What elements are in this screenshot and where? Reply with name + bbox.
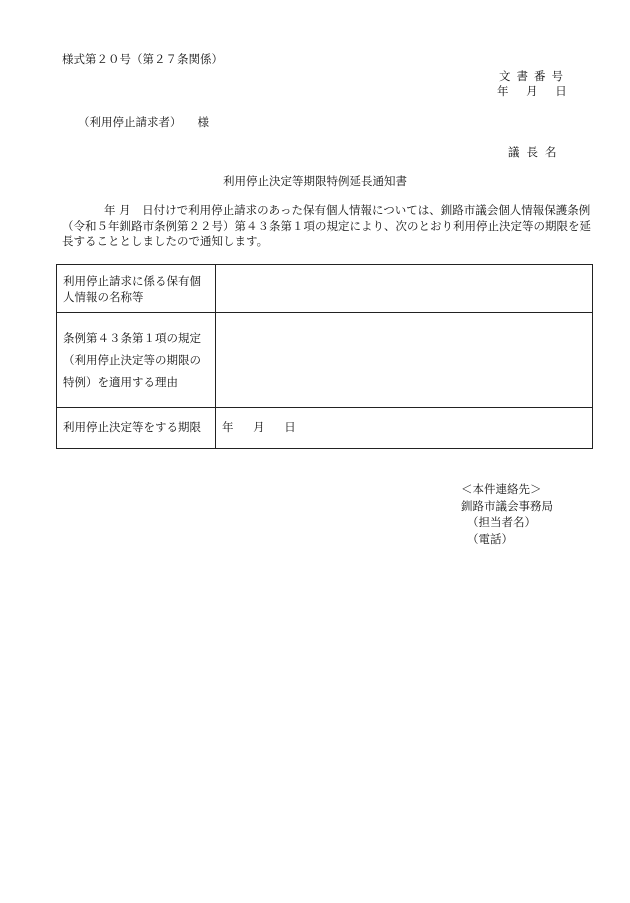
table-value-deadline: 年 月 日 (216, 408, 593, 449)
contact-heading: ＜本件連絡先＞ (461, 482, 542, 496)
contact-phone: （電話） (467, 531, 513, 546)
table-label-info-name: 利用停止請求に係る保有個人情報の名称等 (57, 265, 216, 313)
notice-table (56, 264, 593, 449)
date-line: 年 月 日 (497, 84, 567, 98)
contact-person: （担当者名） (467, 515, 536, 529)
table-row (57, 265, 593, 313)
table-value-reason (216, 313, 593, 408)
contact-block (461, 481, 553, 547)
body-paragraph (62, 203, 592, 250)
table-row (57, 313, 593, 408)
body-text: 日付けで利用停止請求のあった保有個人情報については、釧路市議会個人情報保護条例（令和５年釧路市条例第２２号）第４３条第１項の規定により、次のとおり利用停止決定等の期限を延長することとしましたので通知します。 (62, 203, 591, 248)
table-row (57, 408, 593, 449)
table-label-deadline: 利用停止決定等をする期限 (57, 408, 216, 449)
recipient-honorific: 様 (197, 115, 209, 129)
document-title: 利用停止決定等期限特例延長通知書 (223, 174, 407, 188)
recipient-label: （利用停止請求者） (78, 115, 182, 129)
sender-name: 議長名 (508, 145, 564, 159)
contact-office: 釧路市議会事務局 (461, 498, 553, 513)
body-date-lead: 年 月 (104, 203, 131, 217)
recipient-line (78, 116, 209, 130)
table-value-info-name (216, 265, 593, 313)
table-label-reason: 条例第４３条第１項の規定（利用停止決定等の期限の特例）を適用する理由 (57, 313, 216, 408)
document-number-label: 文書番号 (499, 69, 569, 83)
form-number: 様式第２０号（第２７条関係） (62, 52, 223, 66)
